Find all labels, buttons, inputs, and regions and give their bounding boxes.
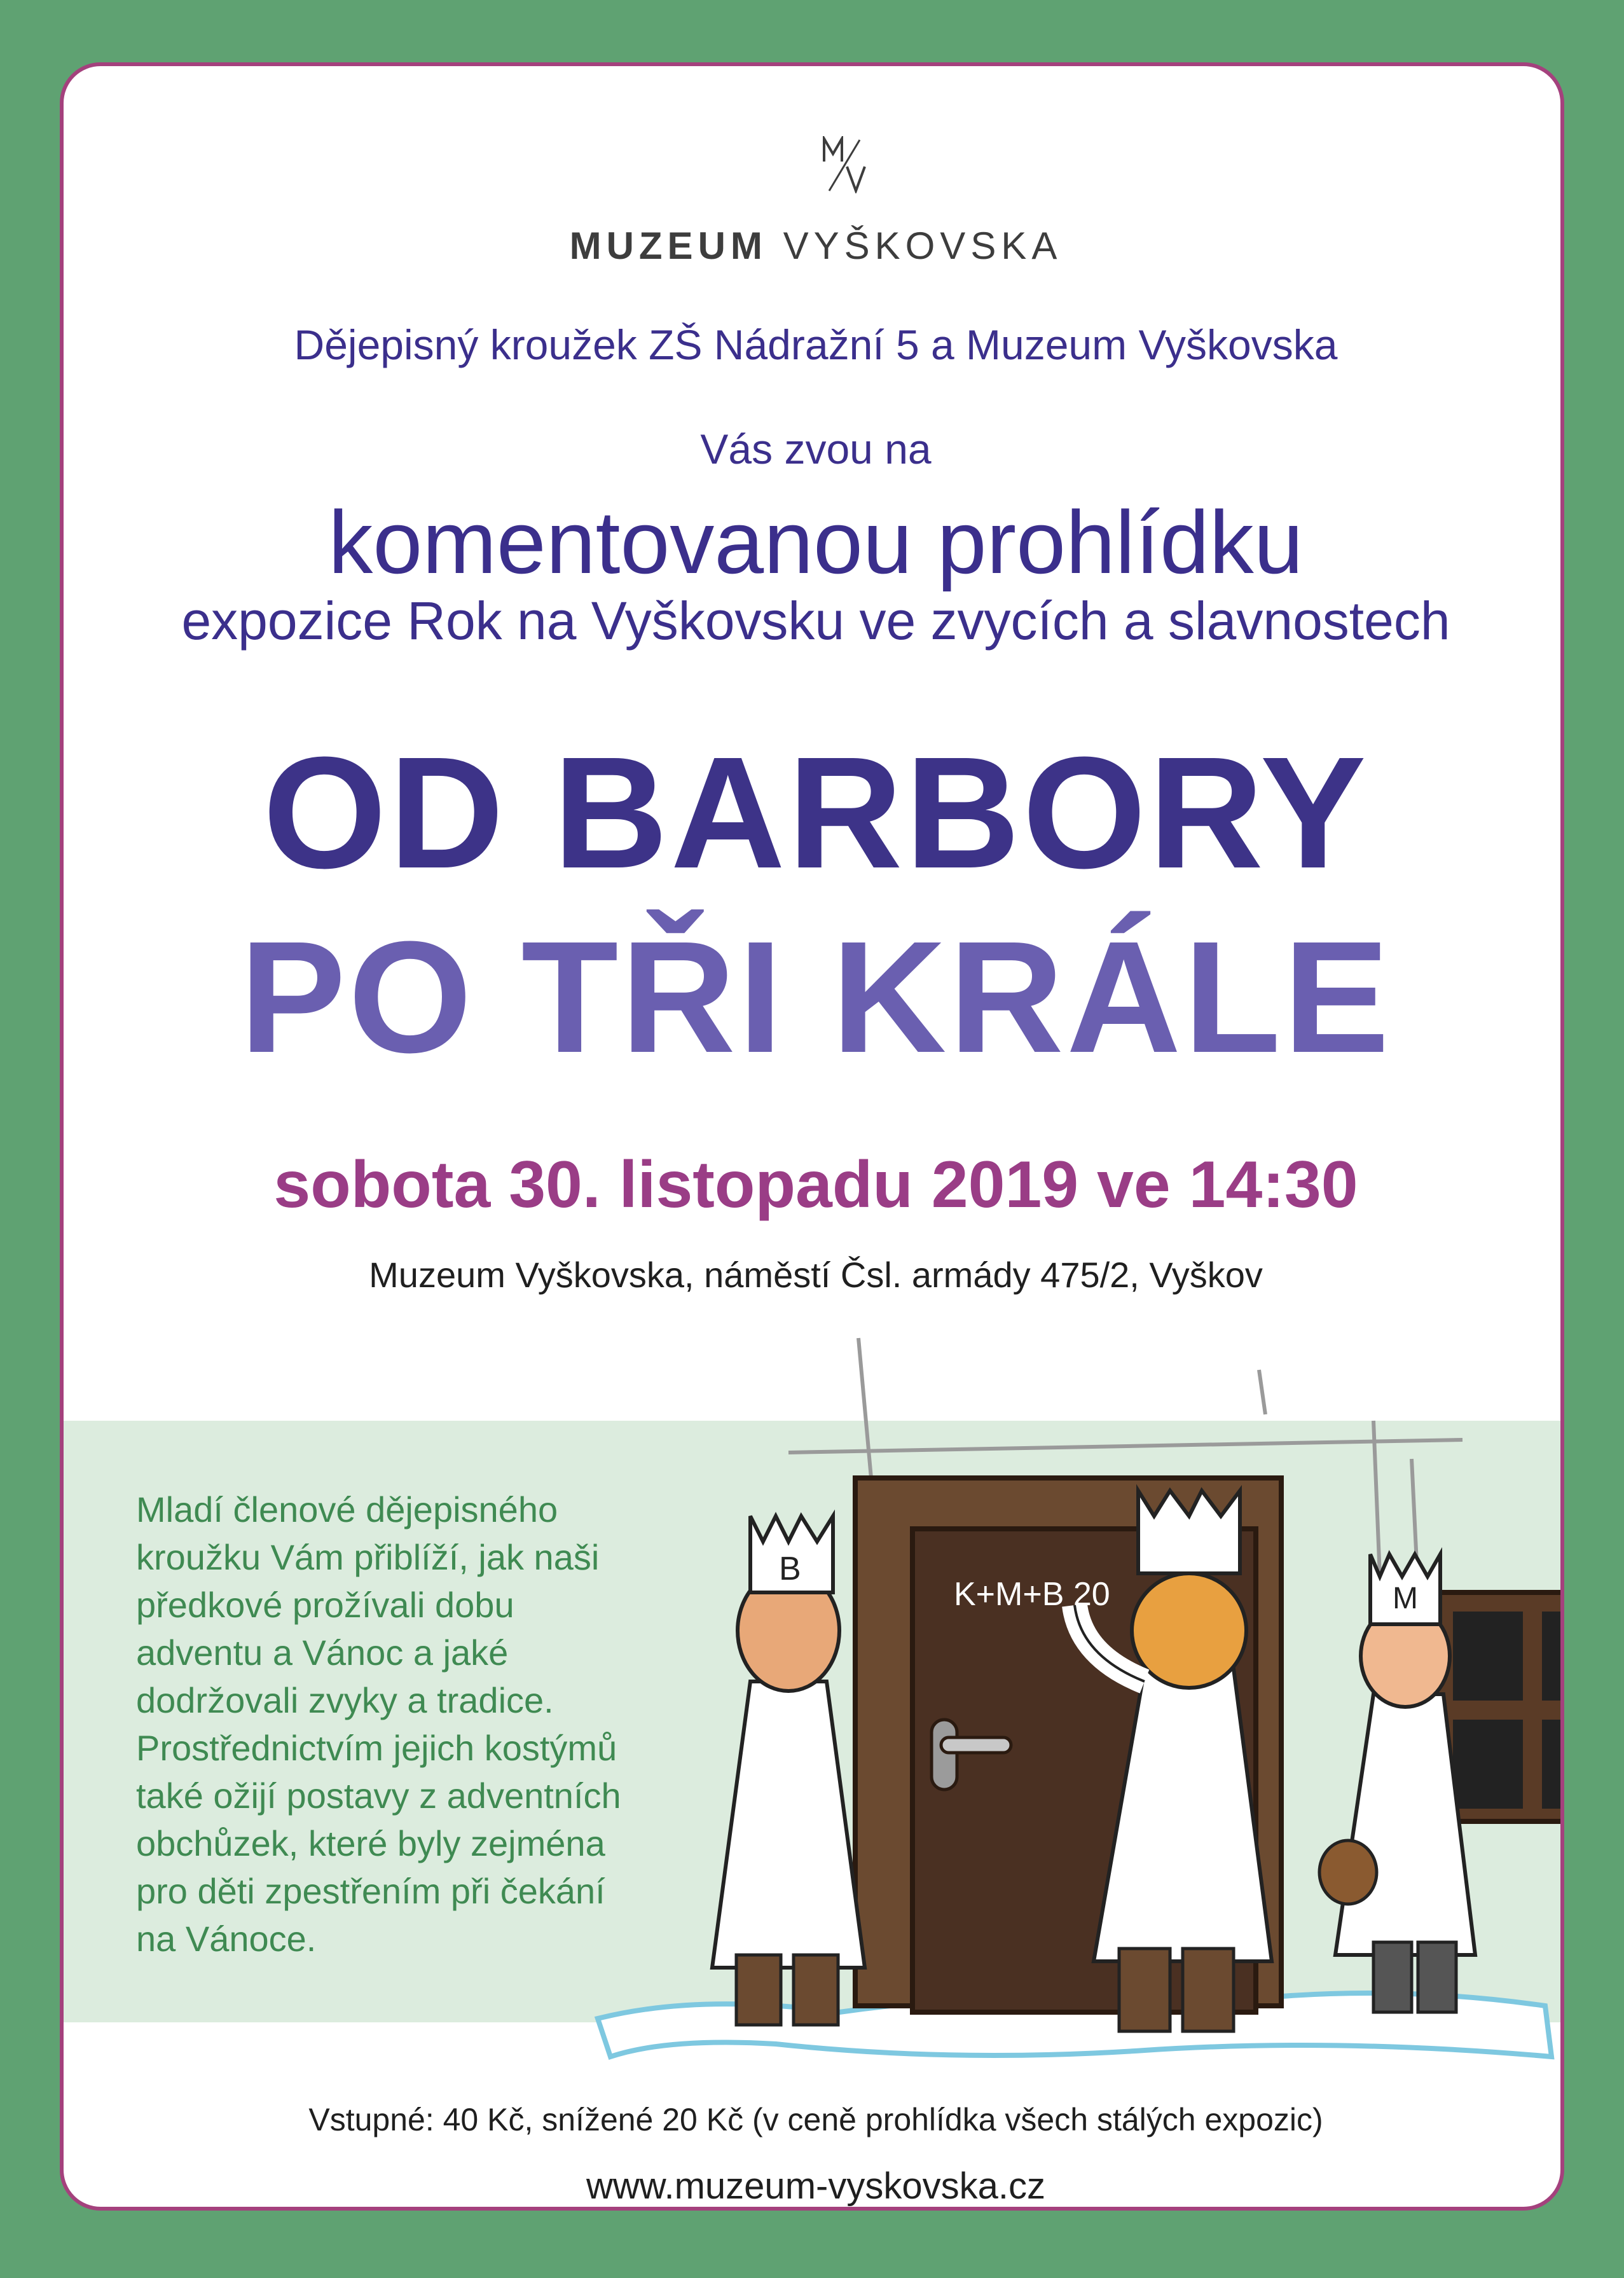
description-line: Prostřednictvím jejich kostýmů bbox=[136, 1728, 617, 1768]
event-venue: Muzeum Vyškovska, náměstí Čsl. armády 475/2, Vyškov bbox=[369, 1255, 1263, 1295]
description-line: také ožijí postavy z adventních bbox=[136, 1776, 621, 1816]
caroler-left bbox=[712, 1516, 865, 2025]
title-line-2: PO TŘI KRÁLE bbox=[240, 908, 1392, 1086]
description-line: dodržovali zvyky a tradice. bbox=[136, 1680, 554, 1720]
invite-text: Vás zvou na bbox=[700, 425, 932, 473]
event-date: sobota 30. listopadu 2019 ve 14:30 bbox=[273, 1148, 1358, 1222]
organizers: Dějepisný kroužek ZŠ Nádražní 5 a Muzeum Vyškovska bbox=[294, 321, 1338, 368]
crown-right-letter: M bbox=[1393, 1582, 1418, 1615]
description-line: obchůzek, které byly zejména bbox=[136, 1823, 605, 1863]
description-line: na Vánoce. bbox=[136, 1919, 317, 1959]
admission-fees: Vstupné: 40 Kč, snížené 20 Kč (v ceně prohlídka všech stálých expozic) bbox=[308, 2102, 1323, 2137]
description-line: Mladí členové dějepisného bbox=[136, 1489, 558, 1529]
crown-left-letter: B bbox=[779, 1550, 801, 1587]
description-line: předkové prožívali dobu bbox=[136, 1585, 514, 1625]
description-line: pro děti zpestřením při čekání bbox=[136, 1871, 605, 1911]
door-chalk-text: K+M+B 20 bbox=[954, 1576, 1110, 1613]
poster-card bbox=[60, 62, 1564, 2211]
title-line-1: OD BARBORY bbox=[263, 724, 1369, 901]
basket-icon bbox=[1319, 1840, 1377, 1904]
carolers-illustration bbox=[572, 1325, 1564, 2088]
door-lever bbox=[941, 1737, 1011, 1753]
museum-logo-icon bbox=[819, 136, 870, 193]
exhibition-name: expozice Rok na Vyškovsku ve zvycích a slavnostech bbox=[181, 591, 1450, 651]
description-line: kroužku Vám přiblíží, jak naši bbox=[136, 1537, 600, 1577]
logo-name-bold: MUZEUM bbox=[569, 224, 767, 267]
event-type: komentovanou prohlídku bbox=[328, 492, 1304, 592]
website-link[interactable]: www.muzeum-vyskovska.cz bbox=[586, 2165, 1045, 2207]
door-handle bbox=[932, 1720, 957, 1790]
museum-logo-text bbox=[64, 224, 1564, 268]
description-line: adventu a Vánoc a jaké bbox=[136, 1633, 509, 1673]
logo-name-regular: VYŠKOVSKA bbox=[783, 224, 1063, 267]
